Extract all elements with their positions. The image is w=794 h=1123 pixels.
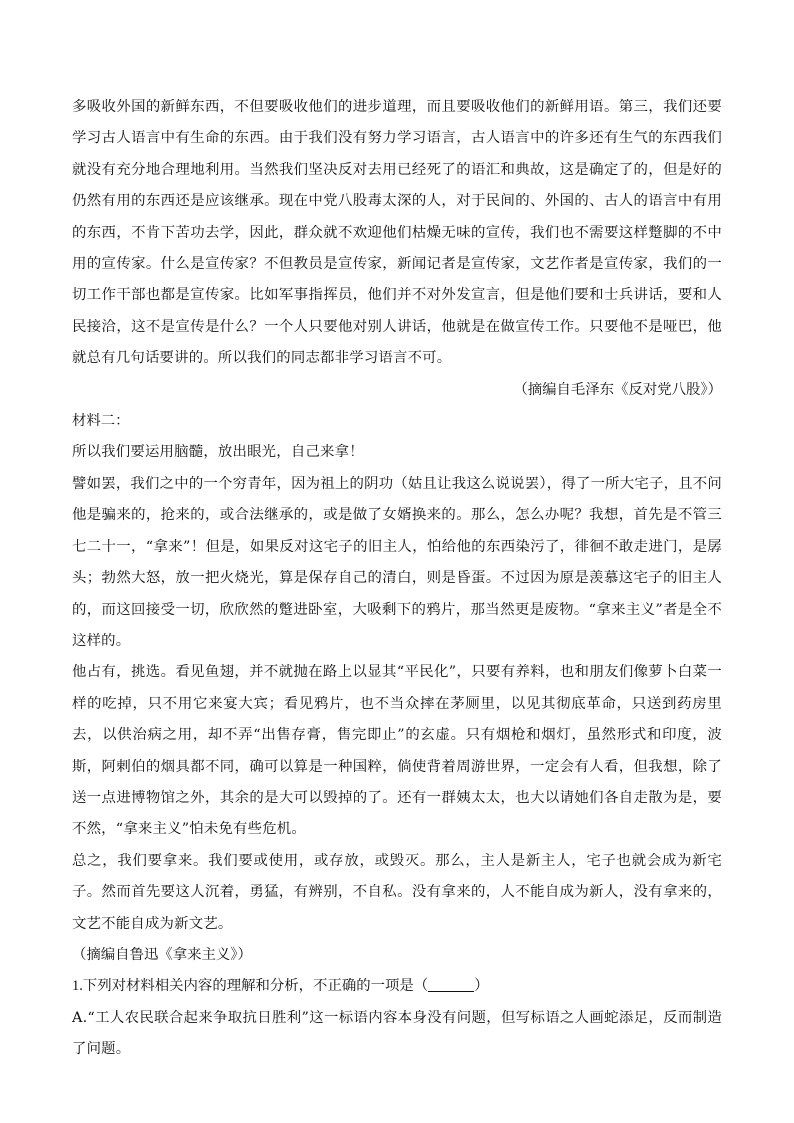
document-body [72, 92, 722, 1066]
material1-paragraph: 多吸收外国的新鲜东西，不但要吸收他们的进步道理，而且要吸收他们的新鲜用语。第三，我们还要学习古人语言中有生命的东西。由于我们没有努力学习语言，古人语言中的许多还有生气的东西我们就没有充分地合理地利用。当然我们坚决反对去用已经死了的语汇和典故，这是确定了的，但是好的仍然有用的东西还是应该继承。现在中党八股毒太深的人，对于民间的、外国的、古人的语言中有用的东西，不肯下苦功去学，因此，群众就不欢迎他们枯燥无味的宣传，我们也不需要这样蹩脚的不中用的宣传家。什么是宣传家？不但教员是宣传家，新闻记者是宣传家，文艺作者是宣传家，我们的一切工作干部也都是宣传家。比如军事指挥员，他们并不对外发宣言，但是他们要和士兵讲话，要和人民接洽，这不是宣传是什么？一个人只要他对别人讲话，他就是在做宣传工作。只要他不是哑巴，他就总有几句话要讲的。所以我们的同志都非学习语言不可。 [72, 99, 722, 367]
option-a: A.“工人农民联合起来争取抗日胜利”这一标语内容本身没有问题，但写标语之人画蛇添足，反而制造了问题。 [72, 1009, 722, 1058]
material1-source: （摘编自毛泽东《反对党八股》） [513, 381, 722, 398]
question-stem [72, 971, 722, 1002]
question-number: 1. [72, 978, 83, 995]
answer-blank[interactable] [428, 977, 474, 992]
material2-label: 材料二： [72, 413, 130, 430]
material2-paragraph-4: 总之，我们要拿来。我们要或使用，或存放，或毁灭。那么，主人是新主人，宅子也就会成为新宅子。然而首先要这人沉着，勇猛，有辨别，不自私。没有拿来的，人不能自成为新人，没有拿来的，文艺不能自成为新文艺。 [72, 852, 722, 932]
material2-paragraph-2: 譬如罢，我们之中的一个穷青年，因为祖上的阴功（姑且让我这么说说罢），得了一所大宅子，且不问他是骗来的，抢来的，或合法继承的，或是做了女婿换来的。那么，怎么办呢？我想，首先是不管三七二十一，“拿来”！但是，如果反对这宅子的旧主人，怕给他的东西染污了，徘徊不敢走进门，是孱头；勃然大怒，放一把火烧光，算是保存自己的清白，则是昏蛋。不过因为原是羡慕这宅子的旧主人的，而这回接受一切，欣欣然的蹩进卧室，大吸剩下的鸦片，那当然更是废物。“拿来主义”者是全不这样的。 [72, 475, 722, 649]
material2-paragraph-1: 所以我们要运用脑髓，放出眼光，自己来拿！ [72, 444, 364, 461]
material2-paragraph-3: 他占有，挑选。看见鱼翅，并不就抛在路上以显其“平民化”，只要有养料，也和朋友们像萝卜白菜一样的吃掉，只不用它来宴大宾；看见鸦片，也不当众摔在茅厕里，以见其彻底革命，只送到药房里去，以供治病之用，却不弄“出售存膏，售完即止”的玄虚。只有烟枪和烟灯，虽然形式和印度，波斯，阿剌伯的烟具都不同，确可以算是一种国粹，倘使背着周游世界，一定会有人看，但我想，除了送一点进博物馆之外，其余的是大可以毁掉的了。还有一群姨太太，也大以请她们各自走散为是，要不然，“拿来主义”怕未免有些危机。 [72, 664, 722, 838]
material2-source: （摘编自鲁迅《拿来主义》） [72, 946, 252, 963]
question-stem-text: 下列对材料相关内容的理解和分析，不正确的一项是（ [82, 978, 429, 995]
question-stem-close: ） [474, 978, 489, 995]
